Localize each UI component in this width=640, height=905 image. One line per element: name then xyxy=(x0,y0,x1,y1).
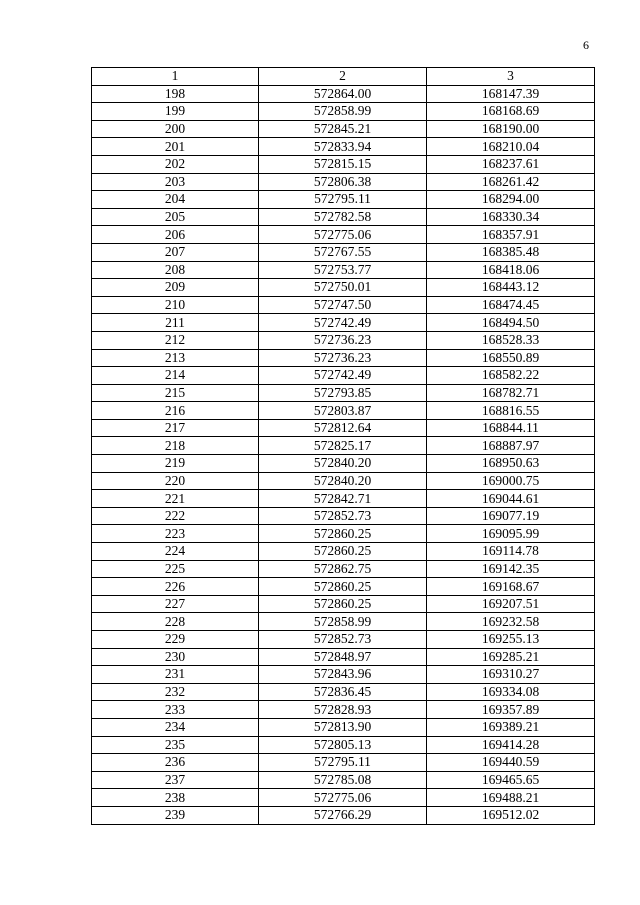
table-row xyxy=(92,490,595,508)
table-row xyxy=(92,155,595,173)
x-coordinate-cell: 572806.38 xyxy=(259,173,427,191)
x-coordinate-cell: 572767.55 xyxy=(259,243,427,261)
point-number-cell: 213 xyxy=(92,349,259,367)
y-coordinate-cell: 169389.21 xyxy=(427,718,595,736)
table-row xyxy=(92,806,595,824)
table-row xyxy=(92,648,595,666)
table-body xyxy=(92,85,595,824)
table-row xyxy=(92,349,595,367)
x-coordinate-cell: 572793.85 xyxy=(259,384,427,402)
table-row xyxy=(92,578,595,596)
y-coordinate-cell: 168443.12 xyxy=(427,279,595,297)
x-coordinate-cell: 572833.94 xyxy=(259,138,427,156)
x-coordinate-cell: 572843.96 xyxy=(259,666,427,684)
x-coordinate-cell: 572812.64 xyxy=(259,419,427,437)
y-coordinate-cell: 169000.75 xyxy=(427,472,595,490)
x-coordinate-cell: 572766.29 xyxy=(259,806,427,824)
point-number-cell: 199 xyxy=(92,103,259,121)
point-number-cell: 214 xyxy=(92,367,259,385)
table-row xyxy=(92,191,595,209)
table-row xyxy=(92,736,595,754)
y-coordinate-cell: 168210.04 xyxy=(427,138,595,156)
point-number-cell: 229 xyxy=(92,631,259,649)
point-number-cell: 218 xyxy=(92,437,259,455)
table-row xyxy=(92,138,595,156)
x-coordinate-cell: 572775.06 xyxy=(259,226,427,244)
x-coordinate-cell: 572840.20 xyxy=(259,472,427,490)
y-coordinate-cell: 169232.58 xyxy=(427,613,595,631)
point-number-cell: 239 xyxy=(92,806,259,824)
x-coordinate-cell: 572753.77 xyxy=(259,261,427,279)
y-coordinate-cell: 168147.39 xyxy=(427,85,595,103)
x-coordinate-cell: 572848.97 xyxy=(259,648,427,666)
x-coordinate-cell: 572845.21 xyxy=(259,120,427,138)
x-coordinate-cell: 572803.87 xyxy=(259,402,427,420)
y-coordinate-cell: 168330.34 xyxy=(427,208,595,226)
table-row xyxy=(92,279,595,297)
y-coordinate-cell: 169310.27 xyxy=(427,666,595,684)
table-row xyxy=(92,701,595,719)
point-number-cell: 219 xyxy=(92,455,259,473)
y-coordinate-cell: 169465.65 xyxy=(427,771,595,789)
table-row xyxy=(92,402,595,420)
point-number-cell: 238 xyxy=(92,789,259,807)
point-number-cell: 220 xyxy=(92,472,259,490)
y-coordinate-cell: 169114.78 xyxy=(427,543,595,561)
table-row xyxy=(92,367,595,385)
y-coordinate-cell: 168357.91 xyxy=(427,226,595,244)
table-row xyxy=(92,243,595,261)
y-coordinate-cell: 168385.48 xyxy=(427,243,595,261)
x-coordinate-cell: 572840.20 xyxy=(259,455,427,473)
x-coordinate-cell: 572864.00 xyxy=(259,85,427,103)
table-header-row xyxy=(92,68,595,86)
y-coordinate-cell: 169334.08 xyxy=(427,683,595,701)
y-coordinate-cell: 169142.35 xyxy=(427,560,595,578)
page-number: 6 xyxy=(583,38,589,52)
x-coordinate-cell: 572785.08 xyxy=(259,771,427,789)
x-coordinate-cell: 572860.25 xyxy=(259,543,427,561)
y-coordinate-cell: 169168.67 xyxy=(427,578,595,596)
y-coordinate-cell: 168782.71 xyxy=(427,384,595,402)
point-number-cell: 224 xyxy=(92,543,259,561)
point-number-cell: 233 xyxy=(92,701,259,719)
y-coordinate-cell: 169077.19 xyxy=(427,507,595,525)
point-number-cell: 226 xyxy=(92,578,259,596)
column-header-1: 1 xyxy=(92,68,259,86)
x-coordinate-cell: 572747.50 xyxy=(259,296,427,314)
y-coordinate-cell: 169207.51 xyxy=(427,595,595,613)
x-coordinate-cell: 572858.99 xyxy=(259,103,427,121)
point-number-cell: 235 xyxy=(92,736,259,754)
point-number-cell: 236 xyxy=(92,754,259,772)
column-header-3: 3 xyxy=(427,68,595,86)
y-coordinate-cell: 168261.42 xyxy=(427,173,595,191)
point-number-cell: 198 xyxy=(92,85,259,103)
table-row xyxy=(92,507,595,525)
x-coordinate-cell: 572828.93 xyxy=(259,701,427,719)
point-number-cell: 212 xyxy=(92,331,259,349)
table-row xyxy=(92,472,595,490)
y-coordinate-cell: 168528.33 xyxy=(427,331,595,349)
table-row xyxy=(92,683,595,701)
point-number-cell: 211 xyxy=(92,314,259,332)
y-coordinate-cell: 169440.59 xyxy=(427,754,595,772)
table-row xyxy=(92,120,595,138)
point-number-cell: 225 xyxy=(92,560,259,578)
y-coordinate-cell: 168550.89 xyxy=(427,349,595,367)
table-row xyxy=(92,666,595,684)
point-number-cell: 200 xyxy=(92,120,259,138)
table-row xyxy=(92,261,595,279)
table-row xyxy=(92,226,595,244)
point-number-cell: 202 xyxy=(92,155,259,173)
y-coordinate-cell: 168950.63 xyxy=(427,455,595,473)
x-coordinate-cell: 572813.90 xyxy=(259,718,427,736)
point-number-cell: 223 xyxy=(92,525,259,543)
point-number-cell: 231 xyxy=(92,666,259,684)
table-row xyxy=(92,208,595,226)
point-number-cell: 205 xyxy=(92,208,259,226)
y-coordinate-cell: 169512.02 xyxy=(427,806,595,824)
point-number-cell: 217 xyxy=(92,419,259,437)
point-number-cell: 201 xyxy=(92,138,259,156)
table-row xyxy=(92,718,595,736)
x-coordinate-cell: 572742.49 xyxy=(259,367,427,385)
x-coordinate-cell: 572852.73 xyxy=(259,507,427,525)
x-coordinate-cell: 572795.11 xyxy=(259,191,427,209)
point-number-cell: 215 xyxy=(92,384,259,402)
x-coordinate-cell: 572750.01 xyxy=(259,279,427,297)
point-number-cell: 237 xyxy=(92,771,259,789)
y-coordinate-cell: 168294.00 xyxy=(427,191,595,209)
point-number-cell: 228 xyxy=(92,613,259,631)
point-number-cell: 227 xyxy=(92,595,259,613)
point-number-cell: 210 xyxy=(92,296,259,314)
x-coordinate-cell: 572860.25 xyxy=(259,595,427,613)
table-row xyxy=(92,525,595,543)
y-coordinate-cell: 169488.21 xyxy=(427,789,595,807)
x-coordinate-cell: 572852.73 xyxy=(259,631,427,649)
table-row xyxy=(92,173,595,191)
y-coordinate-cell: 168494.50 xyxy=(427,314,595,332)
x-coordinate-cell: 572836.45 xyxy=(259,683,427,701)
x-coordinate-cell: 572825.17 xyxy=(259,437,427,455)
point-number-cell: 203 xyxy=(92,173,259,191)
y-coordinate-cell: 168418.06 xyxy=(427,261,595,279)
y-coordinate-cell: 169285.21 xyxy=(427,648,595,666)
table-row xyxy=(92,595,595,613)
table-row xyxy=(92,771,595,789)
x-coordinate-cell: 572736.23 xyxy=(259,349,427,367)
x-coordinate-cell: 572805.13 xyxy=(259,736,427,754)
x-coordinate-cell: 572860.25 xyxy=(259,525,427,543)
x-coordinate-cell: 572842.71 xyxy=(259,490,427,508)
x-coordinate-cell: 572775.06 xyxy=(259,789,427,807)
x-coordinate-cell: 572736.23 xyxy=(259,331,427,349)
x-coordinate-cell: 572782.58 xyxy=(259,208,427,226)
x-coordinate-cell: 572858.99 xyxy=(259,613,427,631)
table-row xyxy=(92,543,595,561)
table-row xyxy=(92,384,595,402)
x-coordinate-cell: 572815.15 xyxy=(259,155,427,173)
point-number-cell: 204 xyxy=(92,191,259,209)
point-number-cell: 207 xyxy=(92,243,259,261)
table-row xyxy=(92,789,595,807)
y-coordinate-cell: 169255.13 xyxy=(427,631,595,649)
y-coordinate-cell: 169095.99 xyxy=(427,525,595,543)
y-coordinate-cell: 168190.00 xyxy=(427,120,595,138)
table-row xyxy=(92,331,595,349)
table-row xyxy=(92,754,595,772)
point-number-cell: 216 xyxy=(92,402,259,420)
x-coordinate-cell: 572862.75 xyxy=(259,560,427,578)
table-row xyxy=(92,314,595,332)
point-number-cell: 222 xyxy=(92,507,259,525)
point-number-cell: 208 xyxy=(92,261,259,279)
y-coordinate-cell: 169357.89 xyxy=(427,701,595,719)
x-coordinate-cell: 572795.11 xyxy=(259,754,427,772)
point-number-cell: 221 xyxy=(92,490,259,508)
y-coordinate-cell: 168582.22 xyxy=(427,367,595,385)
point-number-cell: 209 xyxy=(92,279,259,297)
table-row xyxy=(92,103,595,121)
table-row xyxy=(92,613,595,631)
table-row xyxy=(92,296,595,314)
table-row xyxy=(92,560,595,578)
coordinates-table xyxy=(91,67,595,825)
point-number-cell: 232 xyxy=(92,683,259,701)
point-number-cell: 230 xyxy=(92,648,259,666)
y-coordinate-cell: 168168.69 xyxy=(427,103,595,121)
y-coordinate-cell: 169044.61 xyxy=(427,490,595,508)
table-row xyxy=(92,419,595,437)
table-row xyxy=(92,437,595,455)
y-coordinate-cell: 168844.11 xyxy=(427,419,595,437)
column-header-2: 2 xyxy=(259,68,427,86)
table-row xyxy=(92,631,595,649)
y-coordinate-cell: 168816.55 xyxy=(427,402,595,420)
y-coordinate-cell: 168474.45 xyxy=(427,296,595,314)
table-row xyxy=(92,455,595,473)
y-coordinate-cell: 168887.97 xyxy=(427,437,595,455)
point-number-cell: 234 xyxy=(92,718,259,736)
table-row xyxy=(92,85,595,103)
x-coordinate-cell: 572860.25 xyxy=(259,578,427,596)
point-number-cell: 206 xyxy=(92,226,259,244)
y-coordinate-cell: 169414.28 xyxy=(427,736,595,754)
x-coordinate-cell: 572742.49 xyxy=(259,314,427,332)
y-coordinate-cell: 168237.61 xyxy=(427,155,595,173)
